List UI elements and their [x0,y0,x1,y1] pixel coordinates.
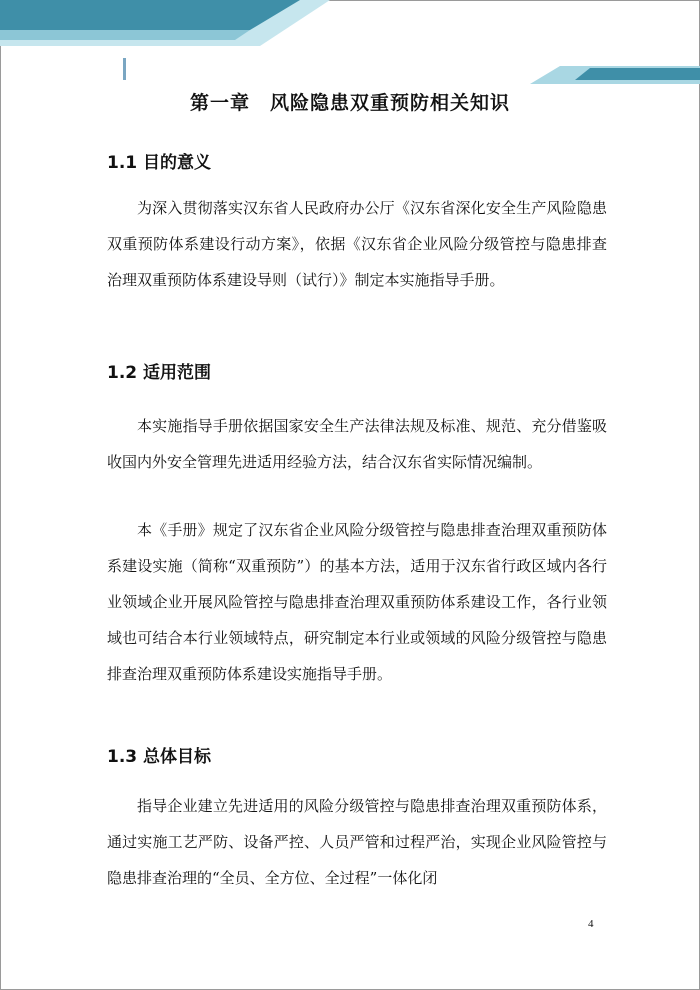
page-number: 4 [588,918,594,930]
header-decoration [0,0,700,100]
section-heading-1-3: 1.3 总体目标 [107,747,212,767]
section-heading-1-1: 1.1 目的意义 [107,153,212,173]
paragraph-1-3: 指导企业建立先进适用的风险分级管控与隐患排查治理双重预防体系，通过实施工艺严防、设备严控、人员严管和过程严治，实现企业风险管控与隐患排查治理的“全员、全方位、全过程”一体化闭 [107,797,607,887]
top-left-banner-dark [0,0,300,30]
chapter-title: 第一章 风险隐患双重预防相关知识 [189,92,510,114]
paragraph-1-2-b: 本《手册》规定了汉东省企业风险分级管控与隐患排查治理双重预防体系建设实施（简称“双重预防”）的基本方法，适用于汉东省行政区域内各行业领域企业开展风险管控与隐患排查治理双重预防体系建设工作，各行业领域也可结合本行业领域特点，研究制定本行业或领域的风险分级管控与隐患排查治理双重预防体系建设实施指导手册。 [107,521,607,683]
top-right-banner-dark [575,68,700,80]
paragraph-1-2-a: 本实施指导手册依据国家安全生产法律法规及标准、规范、充分借鉴吸收国内外安全管理先进适用经验方法，结合汉东省实际情况编制。 [107,417,607,471]
section-heading-1-2: 1.2 适用范围 [107,363,212,383]
top-left-banner-mid [0,30,250,40]
paragraph-1-1: 为深入贯彻落实汉东省人民政府办公厅《汉东省深化安全生产风险隐患双重预防体系建设行动方案》，依据《汉东省企业风险分级管控与隐患排查治理双重预防体系建设导则（试行）》制定本实施指导手册。 [107,199,607,289]
vertical-accent-bar [123,58,126,80]
